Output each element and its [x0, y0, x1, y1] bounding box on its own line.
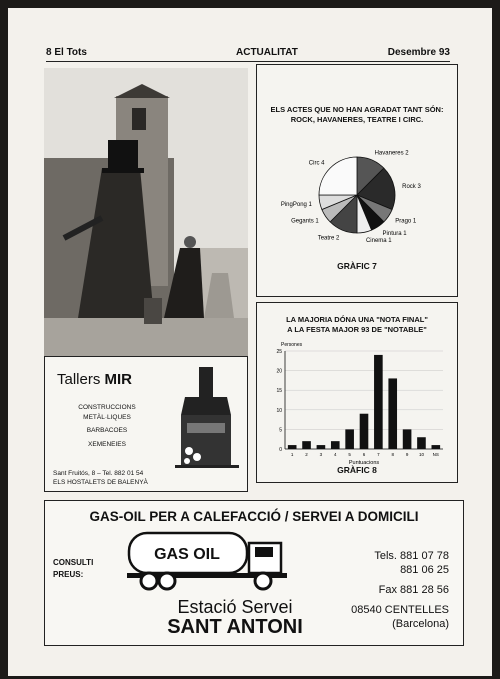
- service-line: CONSTRUCCIONS: [78, 404, 136, 411]
- pie-slice: [319, 157, 357, 195]
- chart8-bars: [257, 337, 457, 465]
- bar: [374, 355, 383, 449]
- y-tick-label: 0: [279, 447, 282, 453]
- pie-label: Havaneres 2: [374, 150, 409, 157]
- tel-1: Tels. 881 07 78: [374, 550, 449, 562]
- tallers-mir-ad: [44, 356, 248, 492]
- x-tick-label: NS: [432, 452, 439, 457]
- gasoil-ad: [44, 500, 464, 646]
- chart7-heading-line1: ELS ACTES QUE NO HAN AGRADAT TANT SÓN:: [270, 105, 444, 114]
- x-tick-label: 4: [334, 452, 337, 457]
- consulti-line1: CONSULTI: [53, 558, 94, 567]
- x-tick-label: 5: [348, 452, 351, 457]
- festival-photo: [44, 68, 248, 356]
- pie-label: Cinema 1: [365, 238, 392, 245]
- barbecue-icon: [175, 367, 239, 473]
- pie-label: PingPong 1: [280, 201, 312, 208]
- chart8-box: [256, 302, 458, 483]
- y-tick-label: 5: [279, 427, 282, 434]
- bar: [432, 445, 441, 449]
- bar: [302, 441, 311, 449]
- service-line: XEMENEIES: [88, 440, 126, 448]
- bar: [345, 429, 354, 449]
- chart8-caption: GRÀFIC 8: [337, 465, 377, 475]
- pie-label: Gegants 1: [291, 218, 319, 225]
- y-tick-label: 25: [276, 349, 282, 355]
- x-tick-label: 2: [305, 452, 308, 457]
- x-tick-label: 6: [362, 452, 366, 457]
- y-axis-label: Persones: [281, 342, 303, 348]
- tallers-name-a: Tallers: [57, 371, 105, 388]
- x-tick-label: 1: [290, 452, 294, 457]
- x-axis-label: Puntuacions: [348, 460, 380, 465]
- gasoil-title: GAS-OIL PER A CALEFACCIÓ / SERVEI A DOMICILI: [89, 509, 419, 524]
- tallers-address: [53, 469, 148, 487]
- pie-label: Teatre 2: [317, 235, 340, 242]
- chart7-caption: GRÀFIC 7: [337, 261, 377, 271]
- x-tick-label: 10: [418, 452, 424, 457]
- tallers-services: [51, 403, 163, 449]
- chart8-heading-line2: A LA FESTA MAJOR 93 DE "NOTABLE": [287, 325, 427, 334]
- x-tick-label: 8: [391, 452, 394, 457]
- station-name-line2: SANT ANTONI: [167, 616, 303, 638]
- fax: Fax 881 28 56: [378, 584, 449, 596]
- bar: [360, 414, 369, 449]
- giants-parade-photo: [44, 68, 248, 356]
- pie-label: Pintura 1: [382, 231, 407, 238]
- bar: [288, 445, 297, 449]
- tallers-name: [57, 371, 132, 388]
- truck-text: GAS OIL: [154, 546, 220, 563]
- tel-2: 881 06 25: [400, 564, 449, 576]
- x-tick-label: 7: [377, 452, 380, 457]
- bar: [403, 429, 412, 449]
- bar: [331, 441, 340, 449]
- tallers-town: ELS HOSTALETS DE BALENYÀ: [53, 479, 148, 486]
- newspaper-page: [8, 8, 492, 676]
- page-header: [46, 46, 450, 62]
- y-tick-label: 10: [276, 407, 282, 414]
- x-tick-label: 9: [405, 452, 409, 457]
- chart7-heading-line2: ROCK, HAVANERES, TEATRE I CIRC.: [290, 115, 424, 124]
- page-number: 8 El Tots: [46, 47, 87, 58]
- bar: [317, 445, 326, 449]
- tallers-name-b: MIR: [104, 371, 133, 388]
- tanker-truck-icon: [127, 529, 291, 591]
- consulti-preus: [53, 557, 93, 581]
- y-tick-label: 20: [276, 368, 282, 375]
- service-line: METÀL·LIQUES: [83, 413, 131, 421]
- x-tick-label: 3: [319, 452, 323, 457]
- station-name: [155, 597, 315, 637]
- service-line: BARBACOES: [86, 427, 128, 434]
- pie-label: Prago 1: [395, 218, 417, 225]
- consulti-line2: PREUS:: [53, 570, 84, 579]
- region: (Barcelona): [392, 618, 449, 630]
- bar: [417, 437, 426, 449]
- station-name-line1: Estació Servei: [177, 597, 293, 617]
- pie-label: Circ 4: [308, 160, 325, 167]
- chart7-pie: [257, 137, 457, 267]
- section-title: ACTUALITAT: [236, 47, 298, 58]
- y-tick-label: 15: [276, 388, 282, 395]
- tallers-street: Sant Fruitós, 8 – Tel. 882 01 54: [53, 470, 144, 477]
- station-contact: [351, 549, 449, 631]
- issue-date: Desembre 93: [387, 47, 450, 58]
- chart7-box: [256, 64, 458, 297]
- city: 08540 CENTELLES: [351, 604, 449, 616]
- chart8-heading-line1: LA MAJORIA DÓNA UNA "NOTA FINAL": [286, 315, 428, 324]
- pie-label: Rock 3: [402, 184, 421, 191]
- bar: [388, 378, 397, 449]
